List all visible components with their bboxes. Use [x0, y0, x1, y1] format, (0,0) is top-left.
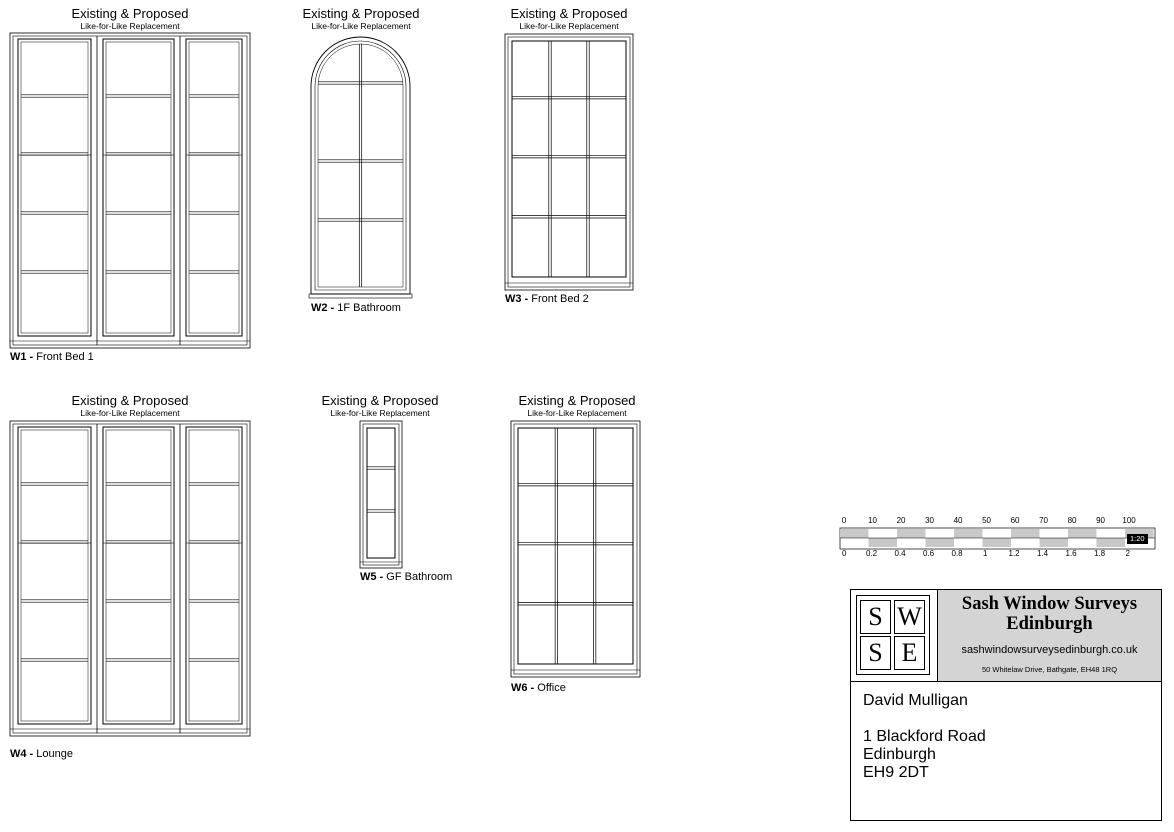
company-name-line2: Edinburgh [1006, 614, 1093, 634]
w3-name: Front Bed 2 [531, 293, 589, 305]
w4-glass-1 [106, 430, 171, 721]
scale-bar-segment [1097, 538, 1126, 547]
scale-tick-bottom: 1.8 [1094, 549, 1106, 558]
scale-bar-segment [926, 538, 955, 547]
scale-bar-segment [897, 529, 926, 538]
scale-tick-bottom: 1.4 [1037, 549, 1049, 558]
w4-label: W4 - Lounge [10, 748, 73, 760]
w3-label: W3 - Front Bed 2 [505, 293, 589, 305]
w1-glass-1 [106, 42, 171, 333]
w1-outer-frame [10, 33, 250, 348]
title-block [850, 589, 1162, 821]
w4-sash-2 [186, 427, 242, 724]
w3-glass [512, 41, 626, 277]
w5-subheading: Like-for-Like Replacement [330, 408, 430, 418]
w1-glass-2 [189, 42, 239, 333]
site-address-line1: 1 Blackford Road [863, 728, 986, 745]
company-logo [856, 595, 930, 675]
w6-inner-frame [514, 424, 637, 674]
scale-tick-top: 60 [1010, 516, 1020, 525]
scale-tick-top: 30 [925, 516, 934, 525]
scale-bar-segment [840, 529, 869, 538]
w4-inner-frame [13, 424, 247, 733]
site-address-line3: EH9 2DT [863, 764, 929, 781]
w5-id: W5 [360, 571, 377, 583]
w4-glass-0 [21, 430, 88, 721]
w1-subheading: Like-for-Like Replacement [80, 21, 180, 31]
w6-glass [518, 428, 633, 664]
scale-bar-segment [869, 538, 898, 547]
w5-name: GF Bathroom [386, 571, 453, 583]
scale-tick-bottom: 0 [842, 549, 847, 558]
site-address-line2: Edinburgh [863, 746, 936, 763]
scale-tick-bottom: 1 [983, 549, 988, 558]
logo-letter-s1: S [860, 600, 891, 634]
logo-letter-s2: S [860, 636, 891, 670]
w2-inner-frame [315, 41, 406, 290]
scale-bar-segment [954, 529, 983, 538]
scale-tick-top: 10 [868, 516, 877, 525]
w2-heading: Existing & Proposed [302, 6, 420, 21]
w1-heading: Existing & Proposed [71, 6, 189, 21]
w5-heading: Existing & Proposed [321, 393, 439, 408]
scale-tick-bottom: 2 [1125, 549, 1130, 558]
w4-name: Lounge [36, 748, 73, 760]
w6-subheading: Like-for-Like Replacement [527, 408, 627, 418]
w4-outer-frame [10, 421, 250, 736]
w2-label: W2 - 1F Bathroom [311, 302, 401, 314]
scale-tick-top: 20 [896, 516, 906, 525]
w5-inner-frame [363, 424, 399, 565]
w6-name: Office [537, 682, 566, 694]
client-name: David Mulligan [863, 692, 968, 709]
w5-glass [367, 428, 395, 558]
scale-tick-bottom: 0.2 [866, 549, 878, 558]
w3-outer-frame [505, 34, 633, 290]
w3-id: W3 [505, 293, 522, 305]
w4-glass-2 [189, 430, 239, 721]
scale-bar-segment [1068, 529, 1097, 538]
scale-ratio-label: 1:20 [1127, 534, 1148, 544]
w2-id: W2 [311, 302, 328, 314]
w6-outer-frame [511, 421, 640, 677]
w2-glass [318, 44, 403, 287]
w1-sash-0 [18, 39, 91, 336]
scale-tick-top: 90 [1096, 516, 1105, 525]
scale-bar-segment [983, 538, 1012, 547]
w1-id: W1 [10, 351, 27, 363]
w4-heading: Existing & Proposed [71, 393, 189, 408]
scale-tick-top: 50 [982, 516, 991, 525]
scale-tick-bottom: 0.6 [923, 549, 935, 558]
company-cell [938, 590, 1161, 682]
scale-tick-bottom: 0.8 [951, 549, 963, 558]
scale-tick-top: 100 [1122, 516, 1136, 525]
w1-sash-1 [103, 39, 174, 336]
logo-letter-w: W [894, 600, 925, 634]
w4-sash-0 [18, 427, 91, 724]
w2-subheading: Like-for-Like Replacement [311, 21, 411, 31]
w6-label: W6 - Office [511, 682, 566, 694]
w1-glass-0 [21, 42, 88, 333]
company-name [938, 594, 1161, 634]
scale-tick-top: 80 [1067, 516, 1077, 525]
w1-sash-2 [186, 39, 242, 336]
company-address: 50 Whitelaw Drive, Bathgate, EH48 1RQ [981, 665, 1118, 674]
logo-cell [851, 590, 938, 682]
w1-name: Front Bed 1 [36, 351, 94, 363]
w2-sill [309, 294, 412, 298]
w3-heading: Existing & Proposed [510, 6, 628, 21]
w4-id: W4 [10, 748, 27, 760]
w1-inner-frame [13, 36, 247, 345]
company-website: sashwindowsurveysedinburgh.co.uk [961, 644, 1138, 656]
scale-tick-top: 40 [953, 516, 963, 525]
w6-id: W6 [511, 682, 528, 694]
w4-subheading: Like-for-Like Replacement [80, 408, 180, 418]
w5-outer-frame [360, 421, 402, 568]
w3-subheading: Like-for-Like Replacement [519, 21, 619, 31]
w6-heading: Existing & Proposed [518, 393, 636, 408]
w1-label: W1 - Front Bed 1 [10, 351, 94, 363]
logo-letter-e: E [894, 636, 925, 670]
scale-tick-bottom: 1.6 [1065, 549, 1077, 558]
scale-bar-segment [1040, 538, 1069, 547]
w2-outer-frame [311, 37, 410, 294]
w2-name: 1F Bathroom [337, 302, 401, 314]
scale-bar-segment [1011, 529, 1040, 538]
company-name-line1: Sash Window Surveys [961, 594, 1138, 614]
scale-tick-bottom: 0.4 [894, 549, 906, 558]
scale-tick-bottom: 1.2 [1008, 549, 1020, 558]
w4-sash-1 [103, 427, 174, 724]
scale-tick-top: 70 [1039, 516, 1048, 525]
scale-tick-top: 0 [841, 516, 847, 525]
w5-label: W5 - GF Bathroom [360, 571, 453, 583]
w3-inner-frame [508, 37, 630, 287]
client-details [863, 692, 986, 782]
